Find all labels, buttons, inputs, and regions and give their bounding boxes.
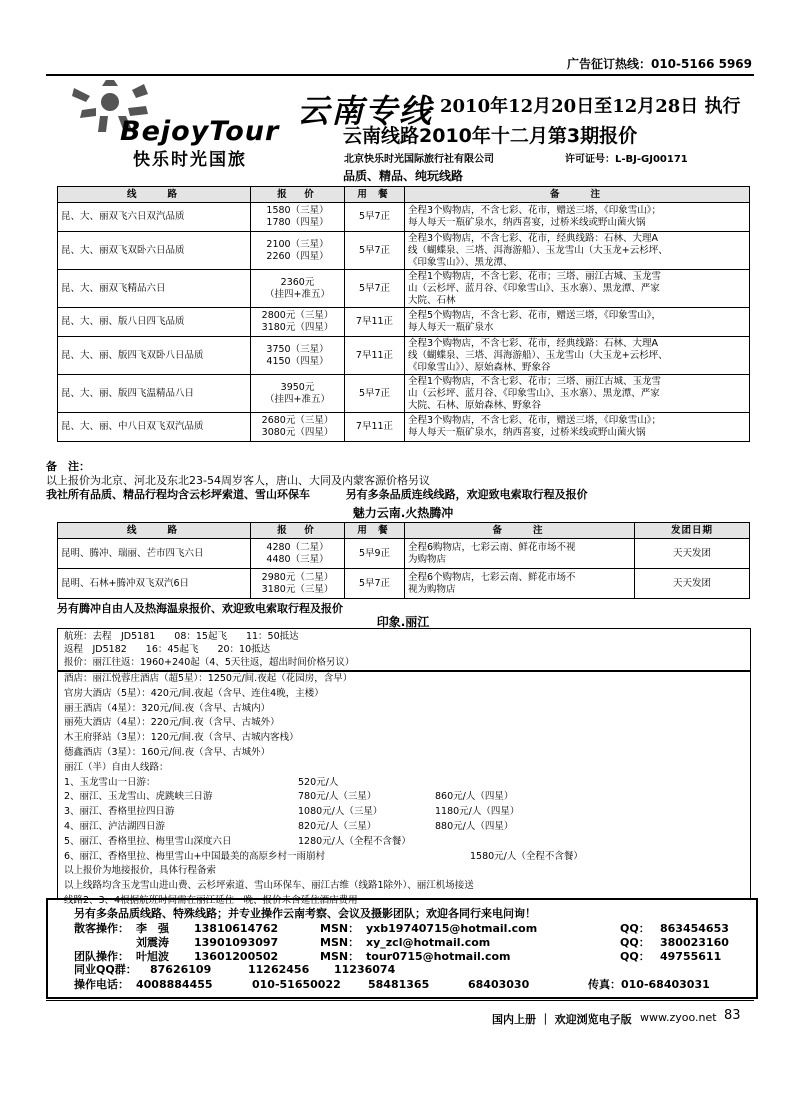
fax-number: 传真：010-68403031 (588, 978, 710, 991)
depart-cell: 天天发团 (635, 539, 750, 569)
price-line: 2360元 (280, 276, 315, 288)
contact-msn[interactable]: xy_zcl@hotmail.com (366, 936, 491, 949)
table-row (58, 413, 750, 442)
note-line: 全程5个购物店，不含七彩、花市，赠送三塔，《印象雪山》， (408, 310, 662, 321)
price-cell (251, 413, 345, 442)
route-cell: 昆、大、丽、中八日双飞双汽品质 (58, 413, 251, 442)
qq-group-3: 11236074 (334, 963, 396, 976)
tour-name: 2、丽江、玉龙雪山、虎跳峡三日游 (64, 791, 213, 803)
route-cell: 昆、大、丽双飞精品六日 (58, 270, 251, 308)
contact-phone: 13601200502 (194, 950, 279, 963)
price-line: 1580（三星） (266, 205, 329, 216)
license-number: 许可证号：L-BJ-GJ00171 (565, 154, 688, 165)
price-cell (251, 232, 345, 270)
hotel-line: 木王府驿站（3星）：120元/间.夜（含早、古城内客栈） (64, 732, 299, 744)
note-line: 大院、石林 (408, 294, 456, 306)
footer-text: 国内上册 ｜ 欢迎浏览电子版 (492, 1013, 632, 1026)
tour-footnote: 线路2、3、4根据航班时间需在丽江延住一晚、报价未含延住酒店费用 (64, 895, 358, 906)
route-cell: 昆、大、丽、版四飞温精品八日 (58, 375, 251, 413)
hotel-line: 丽江（半）自由人线路： (64, 761, 169, 773)
tour-price-alt: 1180元/人（四星） (435, 806, 520, 818)
meal-cell: 5早7正 (345, 232, 405, 270)
col-header-route: 线 路 (58, 187, 251, 203)
price-line: 3950元 (280, 381, 315, 393)
tour-price-alt: 1580元/人（全程不含餐） (470, 850, 583, 862)
col-header-depart: 发团日期 (635, 523, 750, 539)
contact-phone: 13901093097 (194, 936, 279, 949)
price-cell (251, 308, 345, 337)
note-line: 全程6个购物店，七彩云南、鲜花市场不 (408, 571, 576, 583)
col-header-price: 报 价 (251, 187, 345, 203)
note-line: 《印象雪山》）、原始森林、野象谷 (408, 361, 551, 373)
tel-2: 010-51650022 (252, 978, 341, 991)
contact-headline: 另有多条品质线路、特殊线路；并专业操作云南考察、会议及摄影团队；欢迎各同行来电问询！ (74, 907, 536, 920)
price-line: 1780（四星） (266, 217, 329, 228)
meal-cell: 5早7正 (345, 203, 405, 232)
note-line: 为购物店 (408, 553, 447, 565)
note-cell (405, 270, 750, 308)
contact-qq: 863454653 (660, 922, 729, 935)
tour-footnote: 以上线路均含玉龙雪山进山费、云杉坪索道、雪山环保车、丽江古维（线路1除外）、丽江机场接送 (64, 880, 474, 892)
logo-chinese-name: 快乐时光国旅 (133, 150, 247, 170)
hotel-line: 酒店：丽江悦蓉庄酒店（超5星）：1250元/间.夜起（花园房，含早） (64, 673, 353, 684)
route-cell: 昆明、腾冲、瑞丽、芒市四飞六日 (58, 539, 251, 569)
valid-dates: 2010年12月20日至12月28日 执行 (440, 96, 741, 117)
contact-name: 李 强 (136, 922, 169, 935)
page-subtitle: 云南线路2010年十二月第3期报价 (343, 125, 638, 147)
col-header-note: 备 注 (405, 187, 750, 203)
contact-msn-label: MSN： (320, 936, 360, 949)
route-cell: 昆明、石林+腾冲双飞双汽6日 (58, 569, 251, 599)
tour-name: 1、玉龙雪山一日游： (64, 776, 156, 788)
note-line: 每人每天一瓶矿泉水，纳西喜宴，过桥米线或野山菌火锅 (408, 217, 646, 228)
notes-label: 备 注： (46, 460, 90, 473)
note-line: 线（蝴蝶泉、三塔、洱海游船）、玉龙雪山（大玉龙+云杉坪、 (408, 349, 668, 361)
note-line: 大院、石林、原始森林、野象谷 (408, 399, 542, 411)
hotel-line: 丽苑大酒店（4星）：220元/间.夜（含早、古城外） (64, 717, 280, 729)
contact-box (46, 898, 758, 999)
price-line: 3180元（四星） (261, 322, 334, 333)
tour-name: 6、丽江、香格里拉、梅里雪山+中国最美的高原乡村一雨崩村 (64, 850, 326, 862)
footer-url[interactable]: www.zyoo.net (640, 1011, 717, 1024)
note-cell (405, 203, 750, 232)
note-cell (405, 232, 750, 270)
route-cell: 昆、大、丽、版四飞双卧八日品质 (58, 337, 251, 375)
qq-group-label: 同业QQ群： (74, 963, 137, 976)
meal-cell: 7早11正 (345, 413, 405, 442)
contact-qq-label: QQ： (620, 936, 650, 949)
logo-wordmark: BejoyTour (120, 116, 280, 147)
table-row (58, 308, 750, 337)
price-line: 2800元（三星） (261, 310, 334, 321)
price-line: （挂四+准五） (265, 288, 330, 300)
note-cell (405, 569, 635, 599)
contact-msn-label: MSN： (320, 922, 360, 935)
page-title: 云南专线 (297, 92, 434, 130)
price-line: 4150（四星） (266, 355, 329, 367)
note-line: 全程3个购物店，不含七彩、花市，经典线路：石林、大理A (408, 232, 659, 244)
meal-cell: 5早9正 (345, 539, 405, 569)
tour-price: 820元/人（三星） (298, 821, 377, 832)
route-cell: 昆、大、丽双飞双卧六日品质 (58, 232, 251, 270)
section1-title: 品质、精品、纯玩线路 (342, 169, 463, 183)
contact-label: 散客操作： (74, 922, 129, 935)
tour-footnote: 以上报价为地接报价，具体行程备索 (64, 865, 217, 877)
hotel-line: 官房大酒店（5星）：420元/间.夜起（含早、连住4晚，主楼） (64, 687, 324, 699)
tour-name: 3、丽江、香格里拉四日游 (64, 806, 175, 818)
table-row (58, 203, 750, 232)
section3-title: 印象.丽江 (376, 615, 430, 629)
notes-line-2a: 我社所有品质、精品行程均含云杉坪索道、雪山环保车 (46, 488, 310, 501)
price-line: 3750（三星） (266, 343, 329, 355)
note-cell (405, 539, 635, 569)
col-header-route: 线 路 (58, 523, 251, 539)
hotel-line: 德鑫酒店（3星）：160元/间.夜（含早、古城外） (64, 747, 271, 758)
contact-phone: 13810614762 (194, 922, 279, 935)
tel-4: 68403030 (468, 978, 530, 991)
note-line: 每人每天一瓶矿泉水，纳西喜宴，过桥米线或野山菌火锅 (408, 427, 646, 438)
hotels-tours-box (57, 670, 751, 906)
table-row (58, 569, 750, 599)
top-divider (46, 74, 754, 76)
tour-price: 520元/人 (298, 776, 339, 788)
table-row (58, 337, 750, 375)
col-header-note: 备 注 (405, 523, 635, 539)
tengchong-routes-table (57, 522, 750, 599)
table-row (58, 232, 750, 270)
contact-msn[interactable]: yxb19740715@hotmail.com (366, 922, 538, 935)
tour-name: 5、丽江、香格里拉、梅里雪山深度六日 (64, 835, 232, 847)
footer-divider (46, 1000, 754, 1001)
price-cell (251, 375, 345, 413)
contact-msn-label: MSN： (320, 950, 360, 963)
note-cell (405, 413, 750, 442)
note-cell (405, 337, 750, 375)
price-line: 2980元（二星） (261, 571, 334, 583)
note-line: 全程1个购物店，不含七彩、花市；三塔、丽江古城、玉龙雪 (408, 270, 662, 282)
contact-qq-label: QQ： (620, 950, 650, 963)
tour-price-alt: 880元/人（四星） (435, 821, 514, 832)
note-line: 每人每天一瓶矿泉水 (408, 322, 494, 333)
tour-price: 780元/人（三星） (298, 791, 377, 803)
tour-price: 1280元/人（全程不含餐） (298, 835, 411, 847)
col-header-meal: 用 餐 (345, 187, 405, 203)
hotel-line: 丽王酒店（4星）：320元/间.夜（含早、古城内） (64, 702, 271, 714)
note-line: 线（蝴蝶泉、三塔、洱海游船）、玉龙雪山（大玉龙+云杉坪、 (408, 244, 668, 256)
price-line: （挂四+准五） (265, 393, 330, 405)
flight-line-2: 返程 JD5182 16：45起飞 20：10抵达 (64, 644, 271, 655)
flight-line-1: 航班：去程 JD5181 08：15起飞 11：50抵达 (64, 631, 299, 642)
col-header-meal: 用 餐 (345, 523, 405, 539)
note-line: 全程3个购物店，不含七彩、花市，赠送三塔，《印象雪山》； (408, 415, 662, 426)
price-cell (251, 270, 345, 308)
tour-price-alt: 860元/人（四星） (435, 791, 514, 803)
price-line: 3080元（四星） (261, 427, 334, 438)
contact-name: 刘震涛 (136, 936, 169, 949)
contact-qq-label: QQ： (620, 922, 650, 935)
notes-line-2b: 另有多条品质连线线路，欢迎致电索取行程及报价 (345, 488, 588, 501)
page-number: 83 (724, 1008, 741, 1023)
price-line: 2260（四星） (266, 250, 329, 262)
meal-cell: 7早11正 (345, 308, 405, 337)
price-line: 2680元（三星） (261, 415, 334, 426)
note-line: 山（云杉坪、蓝月谷、《印象雪山》、玉水寨）、黑龙潭、严家 (408, 387, 660, 399)
notes-block (46, 460, 588, 502)
tel-label: 操作电话： (74, 978, 129, 991)
meal-cell: 5早7正 (345, 375, 405, 413)
price-line: 4480（三星） (266, 553, 329, 565)
ad-hotline: 广告征订热线：010-5166 5969 (566, 57, 752, 71)
table-row (58, 375, 750, 413)
contact-msn[interactable]: tour0715@hotmail.com (366, 950, 511, 963)
contact-name: 叶旭波 (136, 950, 169, 963)
table-row (58, 270, 750, 308)
note-line: 《印象雪山》）、黑龙潭、 (408, 256, 513, 268)
tour-name: 4、丽江、泸沽湖四日游 (64, 821, 166, 832)
premium-routes-table (57, 186, 750, 442)
qq-group-2: 11262456 (248, 963, 310, 976)
route-cell: 昆、大、丽双飞六日双汽品质 (58, 203, 251, 232)
contact-qq: 49755611 (660, 950, 722, 963)
note-line: 全程6购物店，七彩云南、鲜花市场不视 (408, 541, 576, 553)
note-line: 全程1个购物店，不含七彩、花市；三塔、丽江古城、玉龙雪 (408, 375, 662, 387)
price-cell (251, 539, 345, 569)
note-line: 全程3个购物店，不含七彩、花市，经典线路：石林、大理A (408, 337, 659, 349)
note-cell (405, 308, 750, 337)
col-header-price: 报 价 (251, 523, 345, 539)
route-cell: 昆、大、丽、版八日四飞品质 (58, 308, 251, 337)
tour-price: 1080元/人（三星） (298, 806, 383, 818)
tel-1: 4008884455 (136, 978, 213, 991)
depart-cell: 天天发团 (635, 569, 750, 599)
meal-cell: 5早7正 (345, 569, 405, 599)
qq-group-1: 87626109 (150, 963, 212, 976)
price-line: 3180元（三星） (261, 583, 334, 595)
price-cell (251, 569, 345, 599)
contact-qq: 380023160 (660, 936, 729, 949)
note-line: 全程3个购物店，不含七彩、花市，赠送三塔，《印象雪山》； (408, 205, 662, 216)
price-line: 2100（三星） (266, 238, 329, 250)
tengchong-extra-note: 另有腾冲自由人及热海温泉报价、欢迎致电索取行程及报价 (57, 602, 343, 615)
notes-line-1: 以上报价为北京、河北及东北23-54周岁客人，唐山、大同及内蒙客源价格另议 (46, 474, 430, 487)
flight-line-3: 报价：丽江往返：1960+240起（4、5天往返，超出时间价格另议） (64, 657, 355, 668)
contact-label: 团队操作： (74, 950, 129, 963)
note-cell (405, 375, 750, 413)
price-cell (251, 203, 345, 232)
tel-3: 58481365 (368, 978, 430, 991)
meal-cell: 5早7正 (345, 270, 405, 308)
table-row (58, 539, 750, 569)
note-line: 山（云杉坪、蓝月谷、《印象雪山》、玉水寨）、黑龙潭、严家 (408, 282, 660, 294)
meal-cell: 7早11正 (345, 337, 405, 375)
price-cell (251, 337, 345, 375)
company-name: 北京快乐时光国际旅行社有限公司 (344, 154, 494, 165)
price-line: 4280（二星） (266, 541, 329, 553)
note-line: 视为购物店 (408, 583, 456, 595)
flights-box (57, 628, 751, 672)
section2-title: 魅力云南.火热腾冲 (352, 506, 454, 520)
